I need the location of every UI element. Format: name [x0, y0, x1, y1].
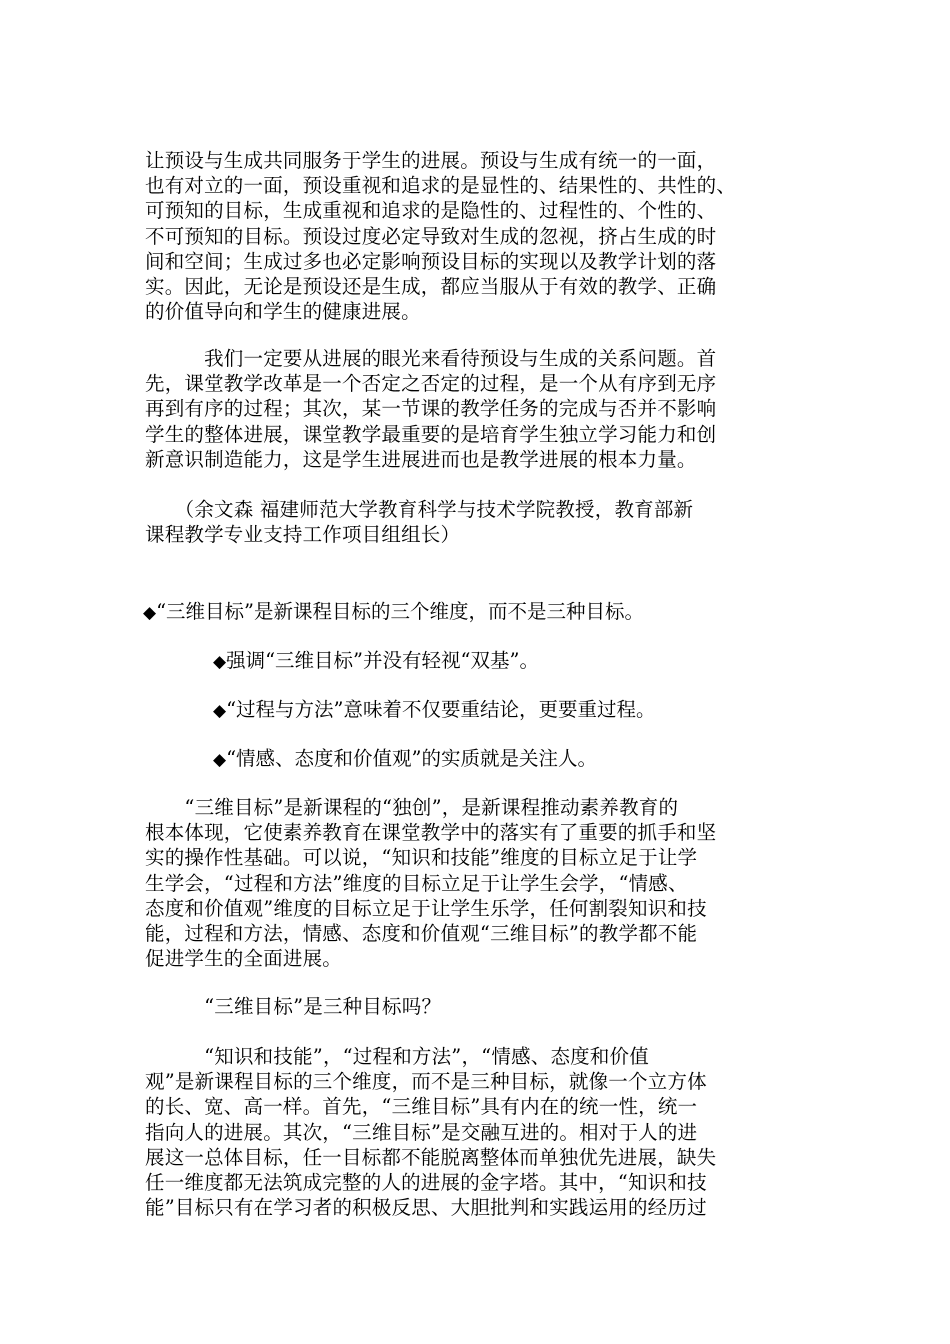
bullet-item [213, 648, 539, 675]
text-line: （余文森 福建师范大学教育科学与技术学院教授，教育部新 [145, 498, 694, 521]
text-line: 生学会，“过程和方法”维度的目标立足于让学生会学，“情感、 [145, 871, 688, 895]
text-line: 学生的整体进展，课堂教学最重要的是培育学生独立学习能力和创 [145, 422, 717, 446]
diamond-bullet-icon: ◆ [213, 750, 227, 770]
text-line: “知识和技能”，“过程和方法”，“情感、态度和价值 [145, 1045, 649, 1068]
text-line: 先，课堂教学改革是一个否定之否定的过程，是一个从有序到无序 [145, 372, 717, 396]
text-line: 实的操作性基础。可以说，“知识和技能”维度的目标立足于让学 [145, 846, 698, 870]
text-line: 我们一定要从进展的眼光来看待预设与生成的关系问题。首 [145, 347, 717, 370]
text-line: 也有对立的一面，预设重视和追求的是显性的、结果性的、共性的、 [145, 174, 737, 198]
text-line: 观”是新课程目标的三个维度，而不是三种目标，就像一个立方体 [145, 1070, 707, 1094]
diamond-bullet-icon: ◆ [213, 701, 227, 721]
text-line: 的价值导向和学生的健康进展。 [145, 300, 421, 324]
text-line: 指向人的进展。其次，“三维目标”是交融互进的。相对于人的进 [145, 1120, 698, 1144]
text-line: 新意识制造能力，这是学生进展进而也是教学进展的根本力量。 [145, 447, 697, 471]
text-line: 课程教学专业支持工作项目组组长） [145, 523, 461, 547]
paragraph-author-note [145, 497, 810, 547]
bullet-item [213, 697, 656, 724]
diamond-bullet-icon: ◆ [143, 603, 157, 623]
text-line: 不可预知的目标。预设过度必定导致对生成的忽视，挤占生成的时 [145, 224, 717, 248]
bullet-item [143, 599, 644, 626]
text-line: 态度和价值观”维度的目标立足于让学生乐学，任何割裂知识和技 [145, 896, 707, 920]
text-line: 能，过程和方法，情感、态度和价值观“三维目标”的教学都不能 [145, 922, 698, 946]
paragraph-preset-generation [145, 148, 810, 324]
text-line: “三维目标”是三种目标吗？ [145, 995, 442, 1018]
text-line: 展这一总体目标，任一目标都不能脱离整体而单独优先进展，缺失 [145, 1145, 717, 1169]
text-line: 间和空间；生成过多也必定影响预设目标的实现以及教学计划的落 [145, 249, 717, 273]
text-line: 根本体现，它使素养教育在课堂教学中的落实有了重要的抓手和坚 [145, 821, 717, 845]
paragraph-three-dimensional-goals [145, 795, 810, 971]
paragraph-dimensions-explained [145, 1044, 810, 1220]
text-line: 能”目标只有在学习者的积极反思、大胆批判和实践运用的经历过 [145, 1196, 707, 1220]
text-line: “三维目标”是新课程的“独创”，是新课程推动素养教育的 [145, 796, 679, 819]
text-line: 再到有序的过程；其次，某一节课的教学任务的完成与否并不影响 [145, 397, 717, 421]
paragraph-development-view [145, 346, 810, 472]
bullet-text: “过程与方法”意味着不仅要重结论，更要重过程。 [226, 698, 656, 721]
bullet-item [213, 746, 597, 773]
question-heading [145, 994, 810, 1019]
text-line: 任一维度都无法筑成完整的人的进展的金字塔。其中，“知识和技 [145, 1171, 707, 1195]
text-line: 可预知的目标，生成重视和追求的是隐性的、过程性的、个性的、 [145, 199, 717, 223]
text-line: 让预设与生成共同服务于学生的进展。预设与生成有统一的一面， [145, 149, 717, 172]
bullet-text: “三维目标”是新课程目标的三个维度，而不是三种目标。 [156, 600, 645, 623]
text-line: 实。因此，无论是预设还是生成，都应当服从于有效的教学、正确 [145, 275, 717, 299]
bullet-text: 强调“三维目标”并没有轻视“双基”。 [226, 649, 539, 672]
diamond-bullet-icon: ◆ [213, 652, 227, 672]
text-line: 促进学生的全面进展。 [145, 947, 343, 971]
text-line: 的长、宽、高一样。首先，“三维目标”具有内在的统一性，统一 [145, 1095, 698, 1119]
bullet-text: “情感、态度和价值观”的实质就是关注人。 [226, 747, 598, 770]
